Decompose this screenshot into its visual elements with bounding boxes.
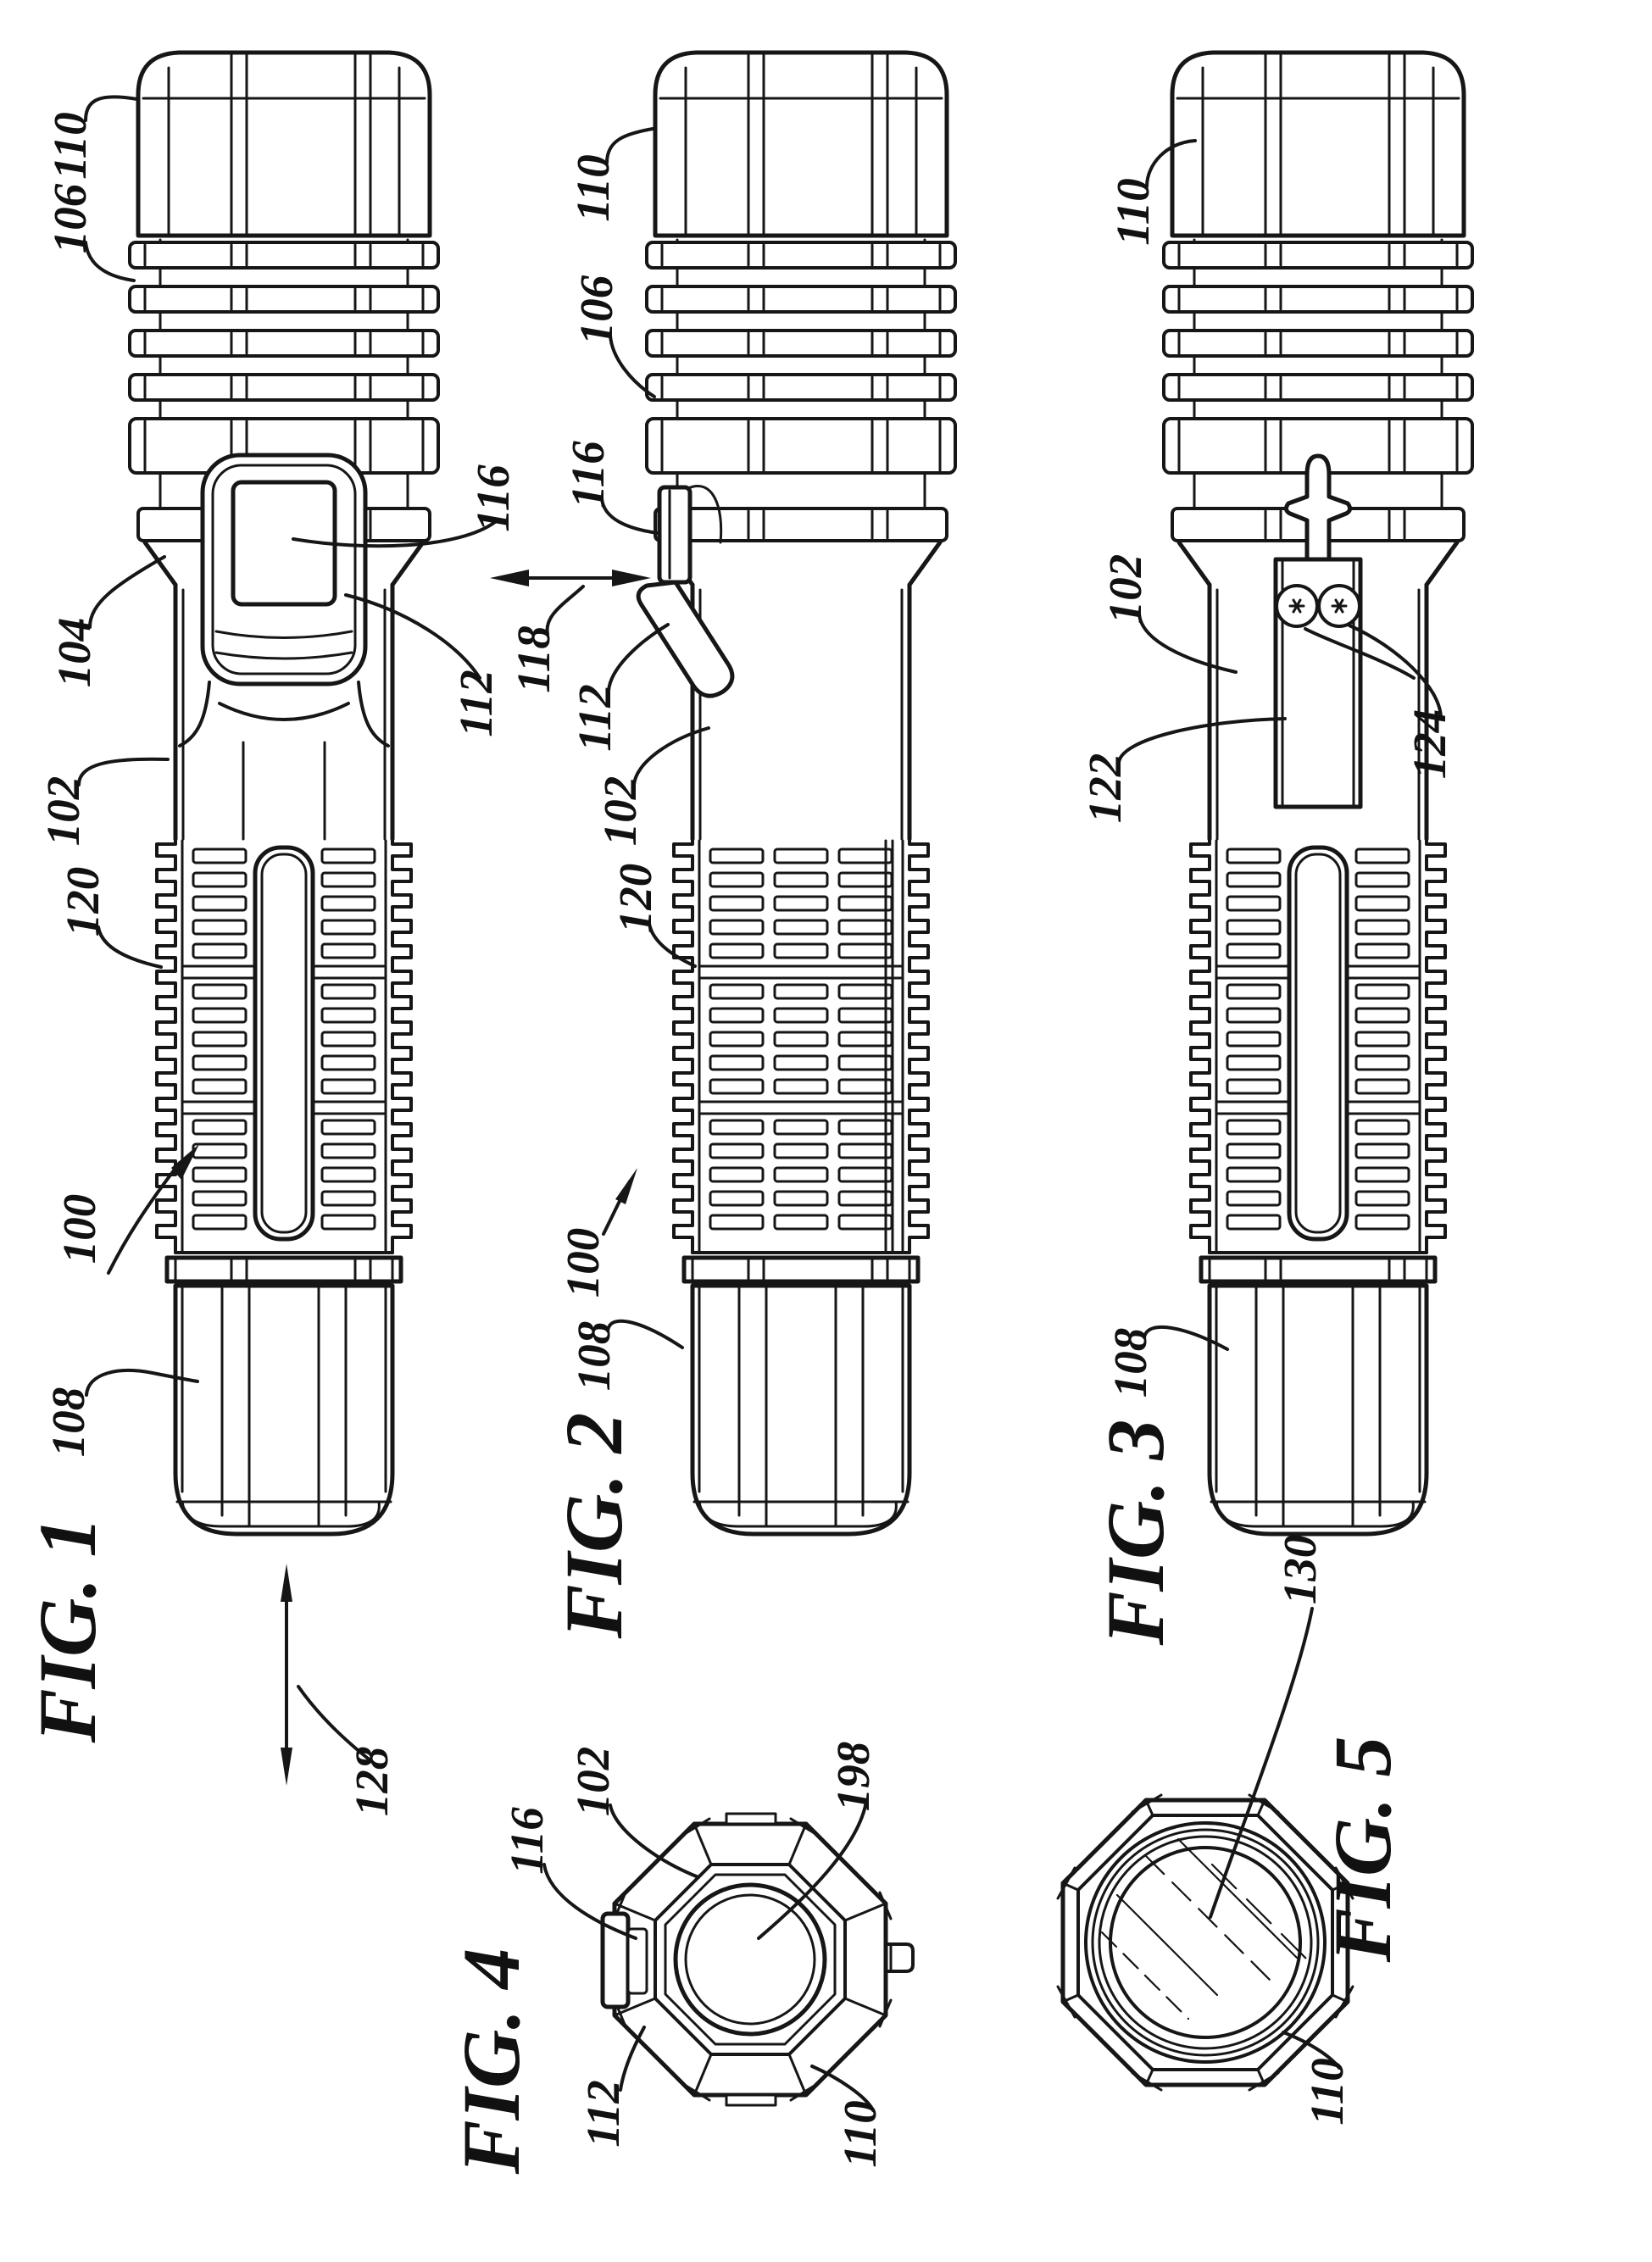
ref-label-100: 100: [53, 1193, 105, 1264]
fig3-grip-panel: [1289, 848, 1347, 1239]
fig1-knurl-column-left: [193, 849, 246, 1229]
fig1-tailcap: [175, 1286, 392, 1534]
fig3-mounting-plate-and-screws: [1276, 456, 1360, 807]
fig3-collar: [1201, 1258, 1435, 1281]
ref-label-110: 110: [1301, 2058, 1353, 2126]
fig4-caption: FIG. 4: [446, 1948, 537, 2175]
fig1-knurl-column-right: [322, 849, 375, 1229]
ref-label-112: 112: [450, 670, 502, 737]
ref-label-116: 116: [562, 441, 614, 509]
fig3-caption: FIG. 3: [1090, 1419, 1181, 1646]
fig3-flashlight-side-view: [1164, 53, 1472, 1534]
ref-label-118: 118: [508, 625, 559, 693]
ref-label-100: 100: [557, 1227, 609, 1298]
ref-label-106: 106: [570, 275, 622, 346]
fig3-knurl-column-left: [1227, 849, 1280, 1229]
fig1-grip-panel: [255, 848, 313, 1239]
fig2-tailcap: [693, 1286, 909, 1534]
fig1-flashlight-side-view: [130, 53, 438, 1534]
fig2-caption: FIG. 2: [548, 1412, 639, 1639]
fig1-collar: [167, 1258, 401, 1281]
fig3-knurl-column-right: [1356, 849, 1409, 1229]
fig1-switch-button: [180, 455, 388, 839]
ref-label-102: 102: [37, 775, 89, 847]
fig4-end-view-drawing: [603, 1814, 913, 2105]
ref-label-198: 198: [827, 1741, 879, 1812]
ref-label-108: 108: [568, 1320, 620, 1392]
ref-label-112: 112: [577, 2080, 629, 2148]
ref-label-112: 112: [569, 684, 620, 752]
ref-label-106: 106: [44, 183, 96, 254]
ref-label-110: 110: [567, 154, 619, 222]
ref-label-122: 122: [1079, 753, 1131, 824]
ref-label-120: 120: [57, 866, 108, 937]
fig2-head-and-fins: [647, 53, 955, 541]
ref-label-110: 110: [834, 2100, 886, 2168]
fig2-collar: [684, 1258, 918, 1281]
ref-label-124: 124: [1404, 709, 1455, 780]
fig2-reference-arrow-100: [604, 1168, 637, 1234]
ref-label-108: 108: [1104, 1327, 1156, 1398]
ref-label-102: 102: [594, 775, 646, 847]
fig2-motion-arrow-118: [490, 570, 651, 586]
figure-2: [490, 53, 955, 1639]
ref-label-130: 130: [1274, 1534, 1326, 1605]
fig3-tailcap: [1210, 1286, 1427, 1534]
fig2-flashlight-side-view: [638, 53, 955, 1534]
fig2-knurl-column-center: [775, 849, 827, 1229]
fig1-caption: FIG. 1: [22, 1516, 113, 1743]
figure-4: [446, 1742, 913, 2176]
fig2-knurl-column-right: [839, 849, 892, 1229]
figure-1: [22, 53, 519, 1816]
ref-label-102: 102: [1099, 553, 1151, 625]
figure-3: [1079, 53, 1472, 1646]
ref-label-116: 116: [501, 1807, 553, 1875]
ref-label-110: 110: [44, 112, 96, 180]
fig2-knurl-column-left: [710, 849, 763, 1229]
ref-label-102: 102: [567, 1746, 619, 1817]
ref-label-120: 120: [609, 863, 661, 934]
ref-label-104: 104: [48, 617, 100, 688]
ref-label-108: 108: [42, 1387, 94, 1458]
fig5-caption: FIG. 5: [1317, 1736, 1408, 1963]
ref-label-128: 128: [346, 1746, 398, 1817]
ref-label-110: 110: [1107, 178, 1159, 246]
ref-label-116: 116: [467, 464, 519, 532]
